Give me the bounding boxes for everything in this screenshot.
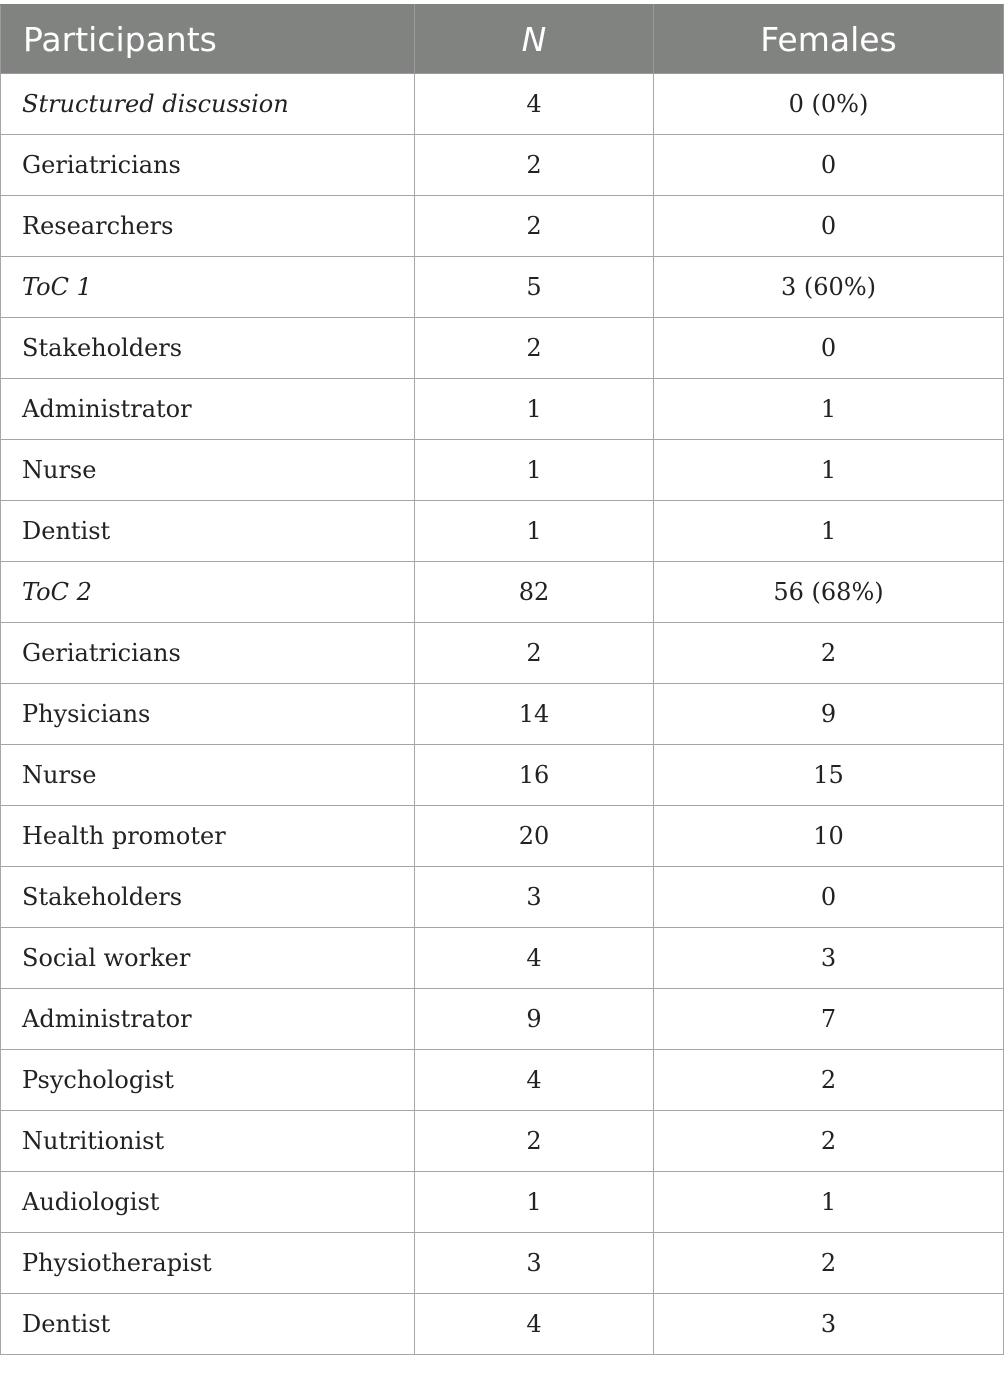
count-cell: 3 — [415, 1233, 654, 1294]
participant-cell: Dentist — [1, 501, 415, 562]
count-cell: 2 — [415, 135, 654, 196]
table-row — [1, 928, 1004, 989]
participant-cell: Nurse — [1, 745, 415, 806]
participant-cell: Geriatricians — [1, 623, 415, 684]
females-cell: 1 — [654, 1172, 1004, 1233]
females-cell: 2 — [654, 1050, 1004, 1111]
table-header — [1, 5, 1004, 74]
table-row — [1, 806, 1004, 867]
females-cell: 0 — [654, 135, 1004, 196]
females-cell: 10 — [654, 806, 1004, 867]
participant-cell: Administrator — [1, 379, 415, 440]
table-row — [1, 379, 1004, 440]
females-cell: 56 (68%) — [654, 562, 1004, 623]
participant-cell: Health promoter — [1, 806, 415, 867]
count-cell: 9 — [415, 989, 654, 1050]
table-group-row — [1, 257, 1004, 318]
table-row — [1, 867, 1004, 928]
females-cell: 9 — [654, 684, 1004, 745]
table-row — [1, 501, 1004, 562]
participant-cell: Dentist — [1, 1294, 415, 1355]
count-cell: 3 — [415, 867, 654, 928]
count-cell: 82 — [415, 562, 654, 623]
participant-cell: Nutritionist — [1, 1111, 415, 1172]
participant-cell: Nurse — [1, 440, 415, 501]
females-cell: 2 — [654, 623, 1004, 684]
table-row — [1, 1050, 1004, 1111]
participant-cell: Stakeholders — [1, 867, 415, 928]
participant-cell: Physicians — [1, 684, 415, 745]
females-cell: 1 — [654, 501, 1004, 562]
table-group-row — [1, 562, 1004, 623]
females-cell: 3 (60%) — [654, 257, 1004, 318]
count-cell: 20 — [415, 806, 654, 867]
table-row — [1, 440, 1004, 501]
table-row — [1, 196, 1004, 257]
females-cell: 1 — [654, 440, 1004, 501]
females-cell: 0 — [654, 196, 1004, 257]
table-row — [1, 1172, 1004, 1233]
count-cell: 5 — [415, 257, 654, 318]
count-cell: 4 — [415, 74, 654, 135]
count-cell: 14 — [415, 684, 654, 745]
count-cell: 16 — [415, 745, 654, 806]
count-cell: 2 — [415, 1111, 654, 1172]
females-cell: 0 (0%) — [654, 74, 1004, 135]
header-row — [1, 5, 1004, 74]
table-body — [1, 74, 1004, 1355]
table-row — [1, 135, 1004, 196]
females-cell: 3 — [654, 1294, 1004, 1355]
participant-cell: Social worker — [1, 928, 415, 989]
count-cell: 1 — [415, 1172, 654, 1233]
table-row — [1, 745, 1004, 806]
participant-cell: Audiologist — [1, 1172, 415, 1233]
females-cell: 3 — [654, 928, 1004, 989]
header-n: N — [415, 5, 654, 74]
participant-cell: Physiotherapist — [1, 1233, 415, 1294]
count-cell: 1 — [415, 501, 654, 562]
header-females: Females — [654, 5, 1004, 74]
count-cell: 4 — [415, 1050, 654, 1111]
table-row — [1, 1233, 1004, 1294]
count-cell: 1 — [415, 379, 654, 440]
participant-cell: Psychologist — [1, 1050, 415, 1111]
table-row — [1, 989, 1004, 1050]
participant-cell: ToC 1 — [1, 257, 415, 318]
table-row — [1, 1294, 1004, 1355]
count-cell: 4 — [415, 928, 654, 989]
females-cell: 0 — [654, 318, 1004, 379]
table-row — [1, 1111, 1004, 1172]
count-cell: 2 — [415, 623, 654, 684]
females-cell: 2 — [654, 1111, 1004, 1172]
females-cell: 2 — [654, 1233, 1004, 1294]
count-cell: 2 — [415, 196, 654, 257]
table-group-row — [1, 74, 1004, 135]
females-cell: 1 — [654, 379, 1004, 440]
count-cell: 4 — [415, 1294, 654, 1355]
females-cell: 7 — [654, 989, 1004, 1050]
participant-cell: ToC 2 — [1, 562, 415, 623]
females-cell: 0 — [654, 867, 1004, 928]
table-row — [1, 623, 1004, 684]
table-row — [1, 318, 1004, 379]
table-row — [1, 684, 1004, 745]
participant-cell: Administrator — [1, 989, 415, 1050]
participant-cell: Researchers — [1, 196, 415, 257]
participant-cell: Geriatricians — [1, 135, 415, 196]
count-cell: 1 — [415, 440, 654, 501]
header-participants: Participants — [1, 5, 415, 74]
participants-table — [0, 4, 1004, 1355]
females-cell: 15 — [654, 745, 1004, 806]
participant-cell: Stakeholders — [1, 318, 415, 379]
count-cell: 2 — [415, 318, 654, 379]
participant-cell: Structured discussion — [1, 74, 415, 135]
